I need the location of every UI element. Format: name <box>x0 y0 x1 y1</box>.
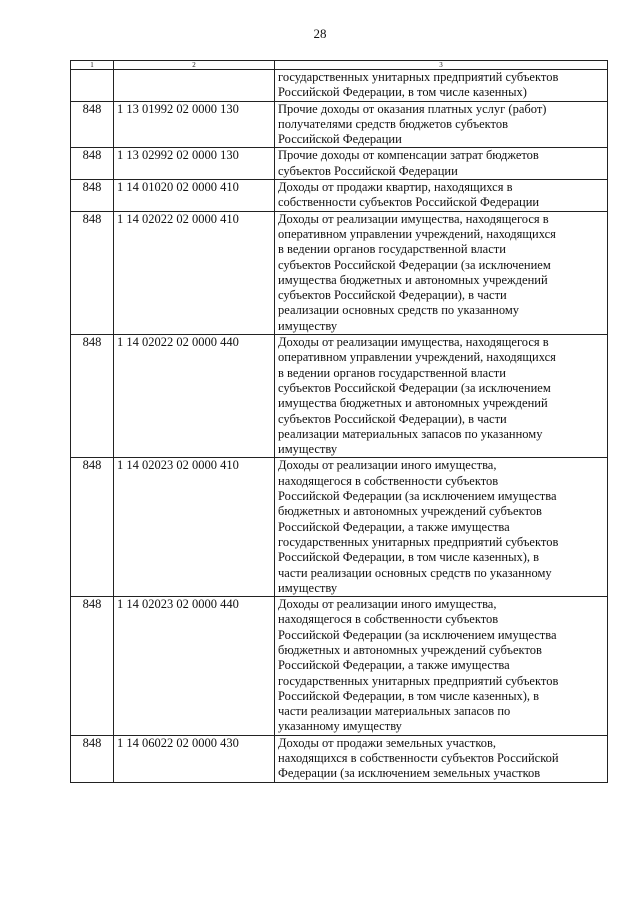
revenue-name-cell: Доходы от реализации имущества, находящегося в оперативном управлении учреждений, находящихся в ведении органов государственной власти субъектов Российской Федерации (за исключением имущества бюджетных и автономных учреждений субъектов Российской Федерации), в части реализации материальных запасов по указанному имуществу <box>275 335 608 458</box>
column-header-3: 3 <box>275 61 608 70</box>
revenue-name-cell: Доходы от продажи квартир, находящихся в собственности субъектов Российской Федерации <box>275 180 608 212</box>
admin-code-cell: 848 <box>71 597 114 736</box>
admin-code-cell: 848 <box>71 101 114 148</box>
revenue-code-cell <box>114 70 275 102</box>
revenue-name-cell: Доходы от реализации имущества, находящегося в оперативном управлении учреждений, находящихся в ведении органов государственной власти субъектов Российской Федерации (за исключением имущества бюджетных и автономных учреждений субъектов Российской Федерации), в части реализации основных средств по указанному имуществу <box>275 211 608 334</box>
table-row <box>71 597 608 736</box>
table-row <box>71 335 608 458</box>
admin-code-cell: 848 <box>71 211 114 334</box>
revenue-code-cell: 1 14 02023 02 0000 440 <box>114 597 275 736</box>
revenue-code-cell: 1 14 02023 02 0000 410 <box>114 458 275 597</box>
revenue-name-cell: Прочие доходы от компенсации затрат бюджетов субъектов Российской Федерации <box>275 148 608 180</box>
table-row <box>71 148 608 180</box>
admin-code-cell <box>71 70 114 102</box>
revenue-code-cell: 1 14 02022 02 0000 410 <box>114 211 275 334</box>
revenue-name-cell: Прочие доходы от оказания платных услуг (работ) получателями средств бюджетов субъектов Российской Федерации <box>275 101 608 148</box>
revenue-code-cell: 1 13 01992 02 0000 130 <box>114 101 275 148</box>
revenue-codes-table <box>70 60 608 783</box>
revenue-name-cell: Доходы от продажи земельных участков, находящихся в собственности субъектов Российской Федерации (за исключением земельных участков <box>275 735 608 782</box>
revenue-code-cell: 1 14 06022 02 0000 430 <box>114 735 275 782</box>
table-row <box>71 735 608 782</box>
column-header-2: 2 <box>114 61 275 70</box>
table-row <box>71 70 608 102</box>
revenue-name-cell: Доходы от реализации иного имущества, находящегося в собственности субъектов Российской Федерации (за исключением имущества бюджетных и автономных учреждений субъектов Российской Федерации, а также имущества государственных унитарных предприятий субъектов Российской Федерации, в том числе казенных), в части реализации материальных запасов по указанному имуществу <box>275 597 608 736</box>
revenue-code-cell: 1 13 02992 02 0000 130 <box>114 148 275 180</box>
admin-code-cell: 848 <box>71 335 114 458</box>
revenue-code-cell: 1 14 01020 02 0000 410 <box>114 180 275 212</box>
table-row <box>71 101 608 148</box>
revenue-name-cell: государственных унитарных предприятий субъектов Российской Федерации, в том числе казенных) <box>275 70 608 102</box>
table-row <box>71 180 608 212</box>
admin-code-cell: 848 <box>71 148 114 180</box>
admin-code-cell: 848 <box>71 735 114 782</box>
table-row <box>71 458 608 597</box>
revenue-code-cell: 1 14 02022 02 0000 440 <box>114 335 275 458</box>
revenue-name-cell: Доходы от реализации иного имущества, находящегося в собственности субъектов Российской Федерации (за исключением имущества бюджетных и автономных учреждений субъектов Российской Федерации, а также имущества государственных унитарных предприятий субъектов Российской Федерации, в том числе казенных), в части реализации основных средств по указанному имуществу <box>275 458 608 597</box>
admin-code-cell: 848 <box>71 180 114 212</box>
table-header-row <box>71 61 608 70</box>
admin-code-cell: 848 <box>71 458 114 597</box>
table-row <box>71 211 608 334</box>
page-number: 28 <box>313 26 327 41</box>
column-header-1: 1 <box>71 61 114 70</box>
